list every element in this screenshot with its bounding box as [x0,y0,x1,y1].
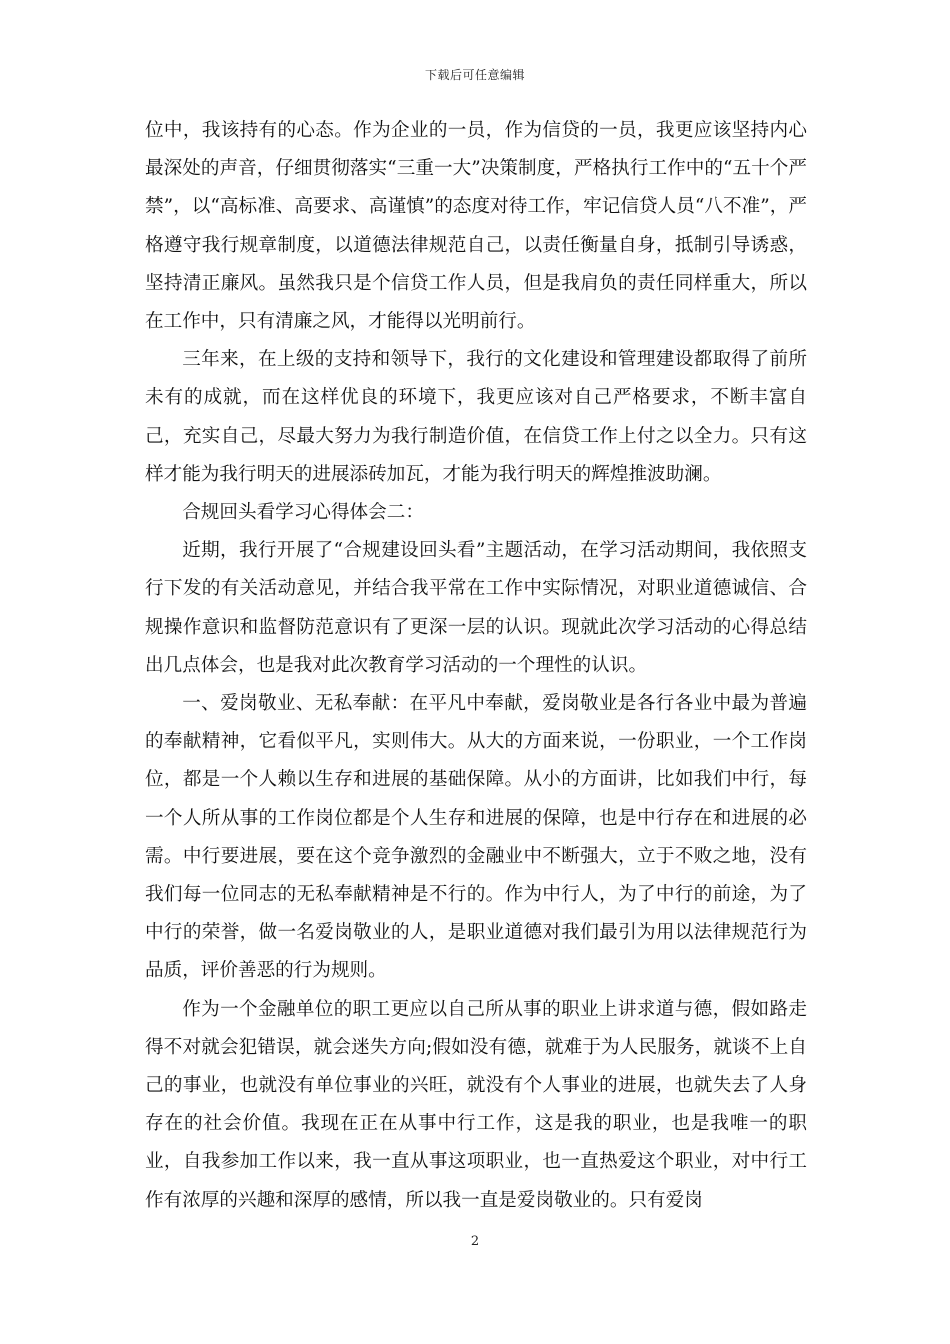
paragraph-point-one: 一、爱岗敬业、无私奉献：在平凡中奉献，爱岗敬业是各行各业中最为普遍的奉献精神，它看似平凡，实则伟大。从大的方面来说，一份职业，一个工作岗位，都是一个人赖以生存和进展的基础保障。从小的方面讲，比如我们中行，每一个人所从事的工作岗位都是个人生存和进展的保障，也是中行存在和进展的必需。中行要进展，要在这个竞争激烈的金融业中不断强大，立于不败之地，没有我们每一位同志的无私奉献精神是不行的。作为中行人，为了中行的前途，为了中行的荣誉，做一名爱岗敬业的人，是职业道德对我们最引为用以法律规范行为品质，评价善恶的行为规则。 [145,693,807,982]
page-number: 2 [470,1234,480,1249]
section-heading: 合规回头看学习心得体会二： [182,502,424,524]
page-header: 下载后可任意编辑 [424,68,525,82]
paragraph-continuation: 位中，我该持有的心态。作为企业的一员，作为信贷的一员，我更应该坚持内心最深处的声音，仔细贯彻落实“三重一大”决策制度，严格执行工作中的“五十个严禁”，以“高标准、高要求、高谨慎”的态度对待工作，牢记信贷人员“八不准”，严格遵守我行规章制度，以道德法律规范自己，以责任衡量自身，抵制引导诱惑，坚持清正廉风。虽然我只是个信贷工作人员，但是我肩负的责任同样重大，所以在工作中，只有清廉之风，才能得以光明前行。 [145,120,807,333]
paragraph-three-years: 三年来，在上级的支持和领导下，我行的文化建设和管理建设都取得了前所未有的成就，而在这样优良的环境下，我更应该对自己严格要求，不断丰富自己，充实自己，尽最大努力为我行制造价值，在信贷工作上付之以全力。只有这样才能为我行明天的进展添砖加瓦，才能为我行明天的辉煌推波助澜。 [145,349,807,485]
document-body [145,112,807,1220]
paragraph-recent-activity: 近期，我行开展了“合规建设回头看”主题活动，在学习活动期间，我依照支行下发的有关活动意见，并结合我平常在工作中实际情况，对职业道德诚信、合规操作意识和监督防范意识有了更深一层的认识。现就此次学习活动的心得总结出几点体会，也是我对此次教育学习活动的一个理性的认识。 [145,540,807,676]
paragraph-financial-staff: 作为一个金融单位的职工更应以自己所从事的职业上讲求道与德，假如路走得不对就会犯错误，就会迷失方向;假如没有德，就难于为人民服务，就谈不上自己的事业，也就没有单位事业的兴旺，就没有个人事业的进展，也就失去了人身存在的社会价值。我现在正在从事中行工作，这是我的职业，也是我唯一的职业，自我参加工作以来，我一直从事这项职业，也一直热爱这个职业，对中行工作有浓厚的兴趣和深厚的感情，所以我一直是爱岗敬业的。只有爱岗 [145,998,807,1211]
